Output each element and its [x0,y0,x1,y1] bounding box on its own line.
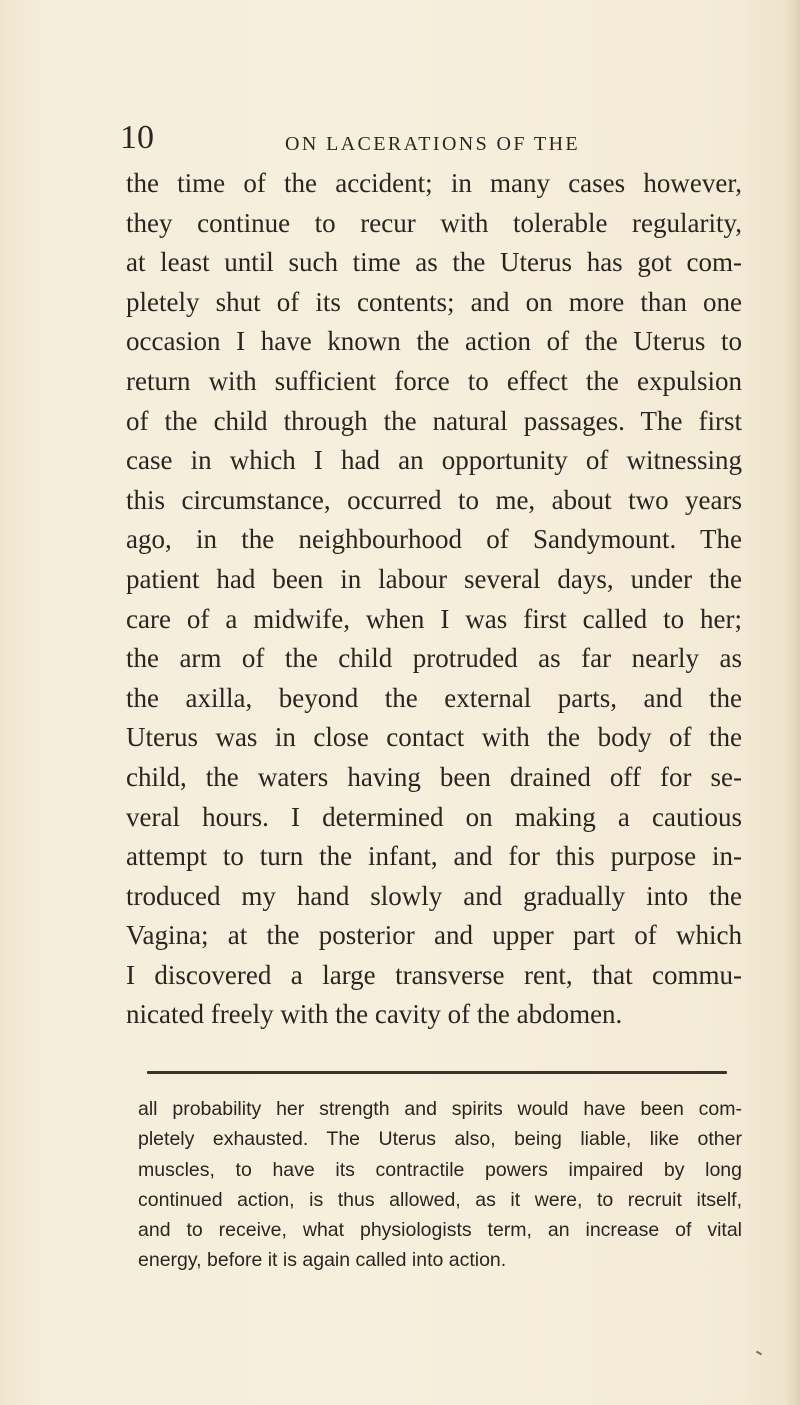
footnote-line: all probability her strength and spirits would have been com- [138,1098,742,1120]
body-line: they continue to recur with tolerable regularity, [126,207,742,238]
body-line: troduced my hand slowly and gradually into the [126,880,742,911]
body-line: return with sufficient force to effect the expulsion [126,365,742,396]
page-number: 10 [120,119,154,156]
body-line: case in which I had an opportunity of witnessing [126,445,742,476]
body-line: of the child through the natural passages. The first [126,405,742,436]
body-line: attempt to turn the infant, and for this purpose in- [126,841,742,872]
body-line: Uterus was in close contact with the body of the [126,722,742,753]
footnote-line: energy, before it is again called into action. [138,1249,507,1272]
body-line: care of a midwife, when I was first called to her; [126,603,742,634]
body-line: patient had been in labour several days, under the [126,563,742,594]
footnote-line: and to receive, what physiologists term, an increase of vital [138,1219,742,1242]
body-line: this circumstance, occurred to me, about two years [126,484,742,515]
running-title: ON LACERATIONS OF THE [285,133,581,155]
footnote-line: muscles, to have its contractile powers impaired by long [138,1158,742,1181]
body-line: veral hours. I determined on making a cautious [126,801,742,832]
body-line: pletely shut of its contents; and on more than one [126,286,742,317]
paper-speck [756,1351,762,1356]
body-line: I discovered a large transverse rent, that commu- [126,959,742,990]
body-line: the time of the accident; in many cases however, [126,168,742,198]
body-line: ago, in the neighbourhood of Sandymount. The [126,524,742,555]
body-line: the arm of the child protruded as far nearly as [126,643,742,674]
body-line: nicated freely with the cavity of the abdomen. [126,999,623,1030]
page-edge-shadow [786,0,800,1405]
body-line: occasion I have known the action of the Uterus to [126,326,742,357]
body-line: the axilla, beyond the external parts, and the [126,682,742,713]
footnote-line: continued action, is thus allowed, as it were, to recruit itself, [138,1188,742,1211]
body-line: at least until such time as the Uterus has got com- [126,247,742,278]
body-text [126,164,742,1035]
body-line: Vagina; at the posterior and upper part of which [126,920,742,951]
running-head [120,118,740,158]
footnote-divider [147,1071,727,1074]
footnote-line: pletely exhausted. The Uterus also, being liable, like other [138,1128,742,1151]
body-line: child, the waters having been drained off for se- [126,761,742,792]
footnote [138,1094,742,1276]
